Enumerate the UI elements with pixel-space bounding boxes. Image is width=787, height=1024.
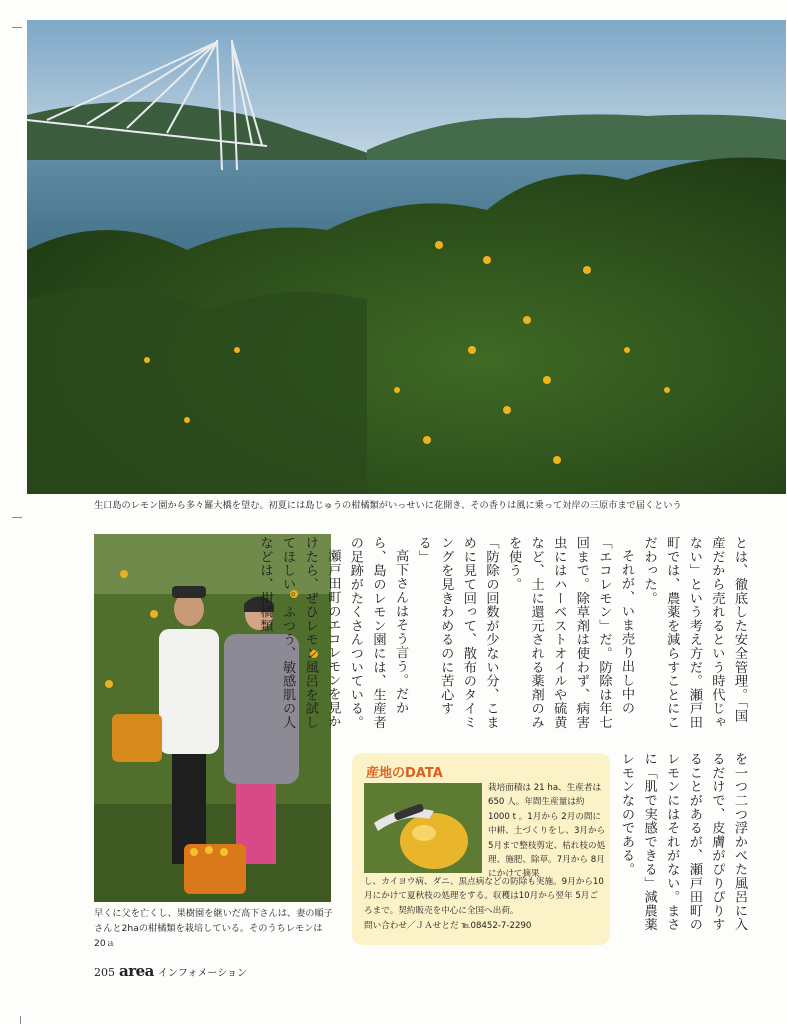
farmers-caption: 早くに父を亡くし、果樹園を継いだ高下さんは、妻の順子さんと2haの柑橘類を栽培している。そのうちレモンは20ａ (94, 908, 333, 949)
contact-info: 問い合わせ／ＪＡせとだ ℡08452-7-2290 (364, 921, 532, 931)
crop-mark (12, 27, 22, 28)
data-box-text: 栽培面積は 21 ha、生産者は 650 人。年間生産量は約 1000 t 。1月から 2月の間に中耕、土づくりをし、3月から 5月まで整枝剪定、枯れ枝の処理、施肥、除草。7月から 8月にかけて摘果 (488, 783, 606, 880)
paragraph: を一つ二つ浮かべた風呂に入るだけで、皮膚がぴりぴりすることがあるが、瀬戸田町のレモンにはそれがない。まさに「肌で実感できる」減農薬レモンなのである。 (619, 752, 747, 932)
paragraph: 瀬戸田町のエコレモンを見かけたら、ぜひレモン風呂を試してほしい。ふつう、敏感肌の人などは、柑橘類 (257, 536, 341, 730)
landscape-illustration (27, 20, 786, 494)
paragraph: とは、徹底した安全管理。「国産だから売れるという時代じゃない」という考え方だ。瀬戸田町では、農薬を減らすことにこだわった。 (641, 536, 747, 730)
paragraph: 「防除の回数が少ない分、こまめに見て回って、散布のタイミングを見きわめるのに苦心する」 (415, 536, 499, 730)
paragraph: それが、いま売り出し中の「エコレモン」だ。防除は年七回まで。除草剤は使わず、病害虫にはハーベストオイルや硫黄など、土に還元される薬剤のみを使う。 (506, 536, 635, 730)
article-body (257, 536, 750, 731)
page-number: 205 (94, 966, 115, 979)
crop-mark (20, 1016, 21, 1024)
landscape-photo (27, 20, 786, 494)
article-body-continued (620, 752, 750, 942)
lemon-illustration (364, 783, 482, 873)
crop-mark (12, 517, 22, 518)
data-box-title: 産地のDATA (366, 766, 443, 781)
data-box-text-continued: し、カイヨウ病、ダニ、黒点病などの防除も実施。9月から10月にかけて夏秋枝の処理をする。収穫は10月から翌年 5月ごろまで。契約販売を中心に全国へ出荷。 (364, 877, 604, 916)
landscape-caption: 生口島のレモン園から多々羅大橋を望む。初夏には島じゅうの柑橘類がいっせいに花開き、その香りは風に乗って対岸の三原市まで届くという (94, 500, 682, 511)
page-footer (94, 962, 247, 980)
paragraph: 高下さんはそう言う。だから、島のレモン園には、生産者の足跡がたくさんついている。 (347, 536, 409, 730)
section-name: インフォメーション (157, 968, 247, 979)
magazine-logo: area (119, 962, 154, 980)
region-data-box (352, 753, 610, 945)
lemon-photo (364, 783, 482, 873)
